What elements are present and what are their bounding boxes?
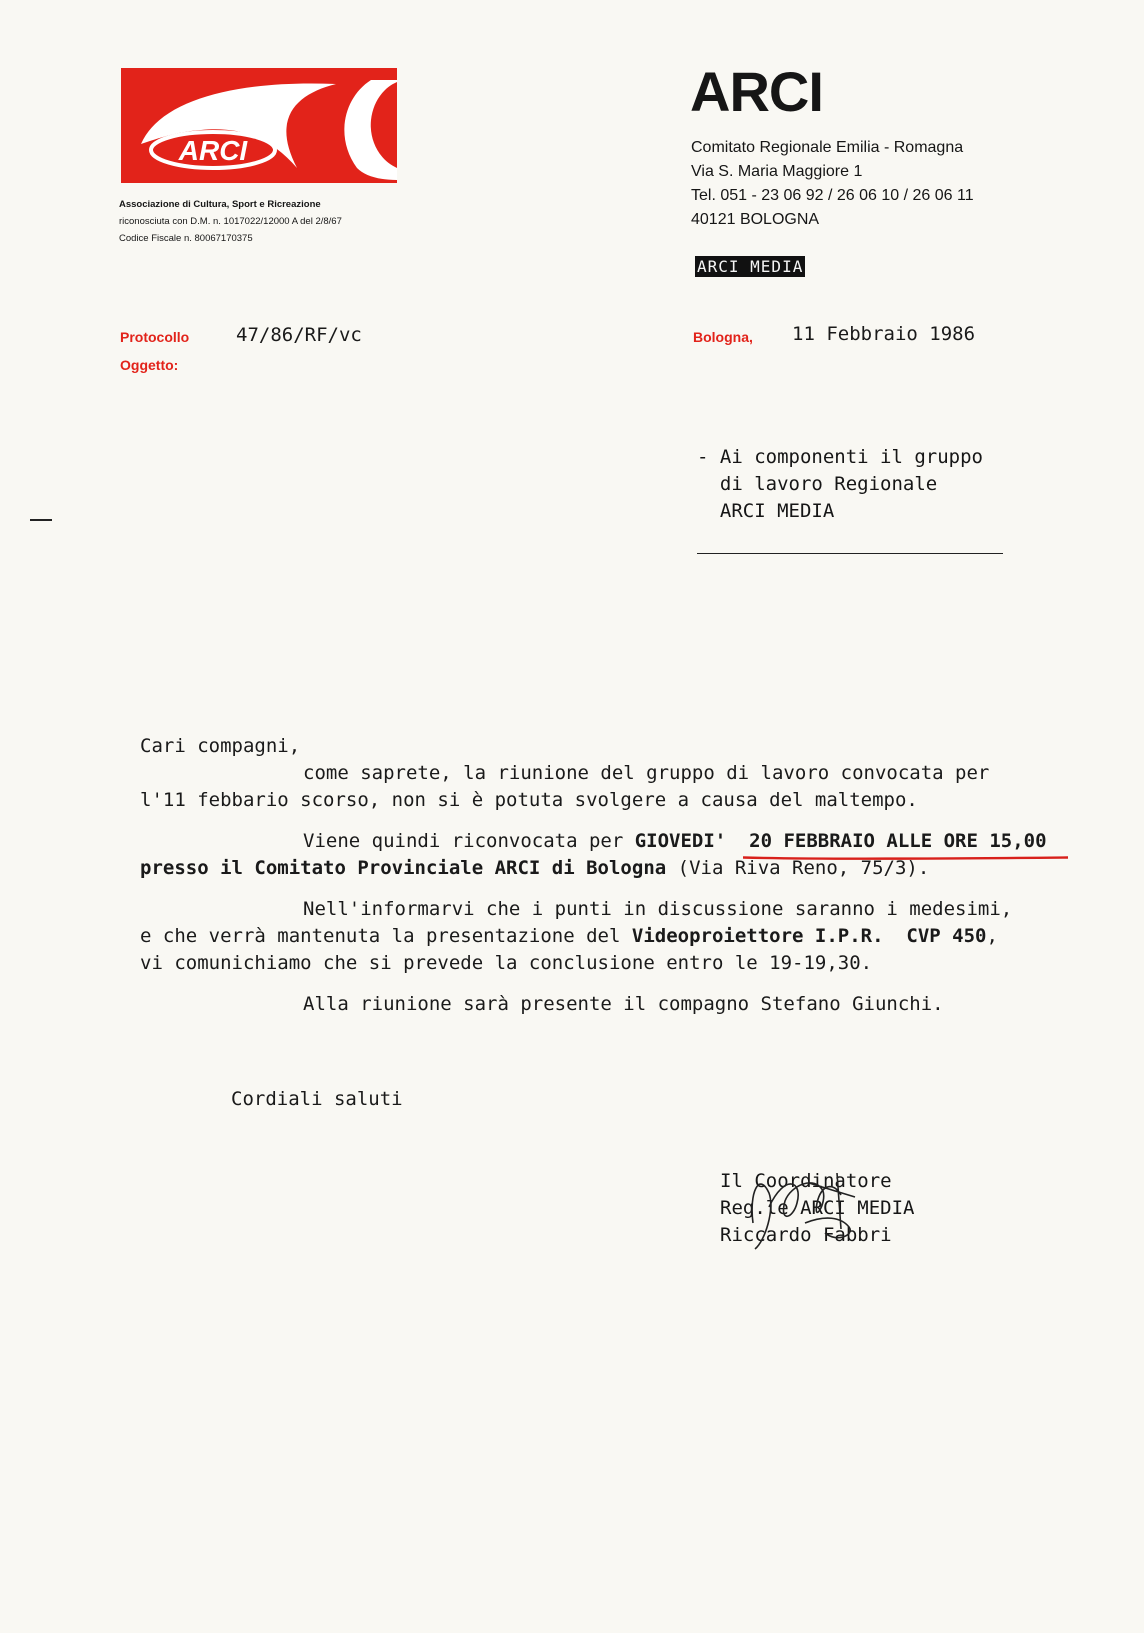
address-block [691,136,974,232]
arci-logo-icon [121,68,397,183]
association-line2: riconosciuta con D.M. n. 1017022/12000 A del 2/8/67 [119,216,342,227]
logo-text: ARCI [178,135,248,166]
protocollo-value: 47/86/RF/vc [236,324,362,346]
association-line3: Codice Fiscale n. 80067170375 [119,233,253,244]
paragraph-2-line-1 [303,828,1047,855]
paragraph-4-line-1: Alla riunione sarà presente il compagno Stefano Giunchi. [303,993,944,1015]
recipient-line: di lavoro Regionale [697,473,938,495]
association-info [119,196,342,247]
org-title: ARCI [690,60,823,123]
salutation: Cari compagni, [140,735,301,757]
p2-text: Viene quindi riconvocata per [303,830,635,852]
paragraph-3-line-3: vi comunichiamo che si prevede la conclusione entro le 19-19,30. [140,952,873,974]
address-line: Comitato Regionale Emilia - Romagna [691,139,964,156]
p2-date-time: 20 FEBBRAIO ALLE ORE 15,00 [749,830,1047,852]
signature-line: Riccardo Fabbri [720,1224,892,1246]
date-value: 11 Febbraio 1986 [792,323,976,345]
protocollo-label: Protocollo [120,329,190,345]
oggetto-label: Oggetto: [120,357,179,373]
recipient-block [697,444,983,525]
recipient-line: - Ai componenti il gruppo [697,446,983,468]
arci-logo [121,68,397,183]
handwritten-signature [745,1163,885,1259]
p3-comma: , [986,925,998,947]
fold-mark [30,519,52,521]
address-line: Tel. 051 - 23 06 92 / 26 06 10 / 26 06 11 [691,187,974,204]
closing: Cordiali saluti [231,1088,403,1110]
paragraph-2-line-2 [140,855,929,882]
paragraph-3-line-1: Nell'informarvi che i punti in discussione saranno i medesimi, [303,898,1013,920]
p2-day: GIOVEDI' [634,830,727,852]
p3-text: e che verrà mantenuta la presentazione del [140,925,632,947]
signature-line: Il Coordinatore [720,1170,892,1192]
p3-device: Videoproiettore I.P.R. CVP 450 [631,925,987,947]
recipient-line: ARCI MEDIA [697,500,835,522]
p2-address: (Via Riva Reno, 75/3). [666,857,930,879]
p2-location: presso il Comitato Provinciale ARCI di Bologna [140,857,667,879]
address-line: Via S. Maria Maggiore 1 [691,163,863,180]
department-badge: ARCI MEDIA [697,257,804,276]
association-line1: Associazione di Cultura, Sport e Ricreazione [119,199,321,210]
place-label: Bologna, [693,329,753,345]
recipient-divider [697,553,1003,554]
p2-gap [726,830,749,852]
paragraph-1-line-2: l'11 febbario scorso, non si è potuta svolgere a causa del maltempo. [140,789,918,811]
paragraph-1-line-1: come saprete, la riunione del gruppo di lavoro convocata per [303,762,990,784]
signature-line: Reg.le ARCI MEDIA [720,1197,915,1219]
address-line: 40121 BOLOGNA [691,211,820,228]
paragraph-3-line-2 [140,923,998,950]
